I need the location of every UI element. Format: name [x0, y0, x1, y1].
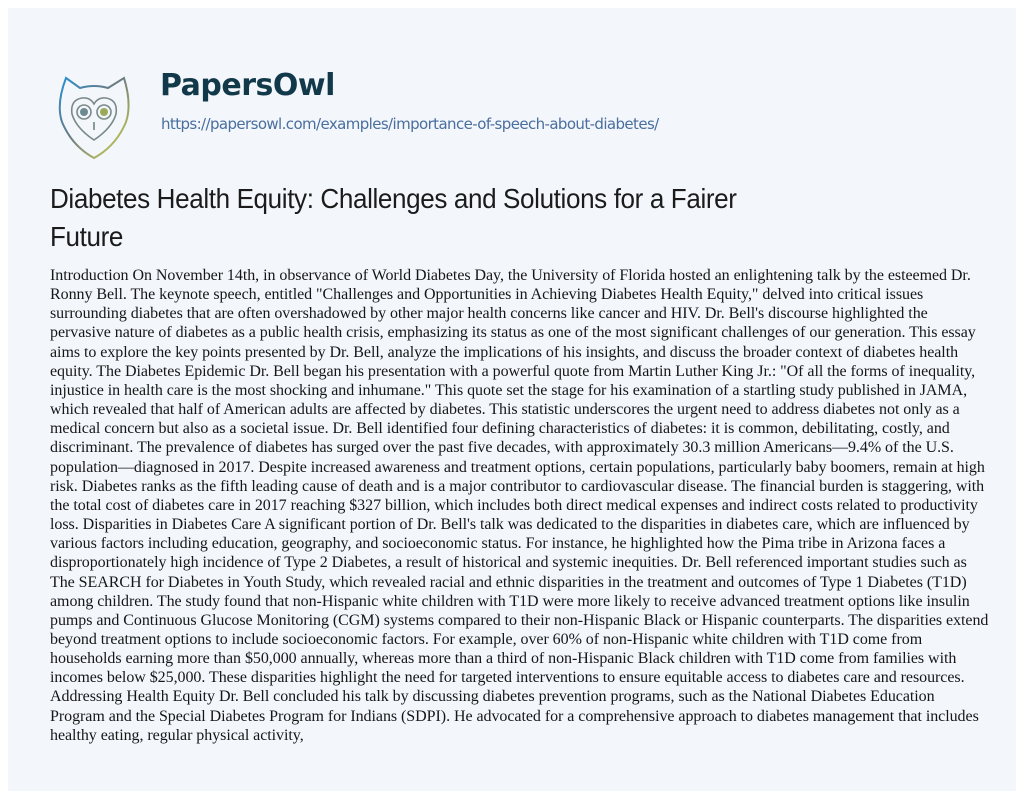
- owl-logo-icon[interactable]: [52, 70, 136, 162]
- document-panel: [8, 8, 1016, 791]
- brand-name[interactable]: PapersOwl: [160, 68, 335, 103]
- source-url-link[interactable]: https://papersowl.com/examples/importance-of-speech-about-diabetes/: [161, 115, 659, 133]
- page-title: Diabetes Health Equity: Challenges and Solutions for a Fairer Future: [50, 183, 737, 252]
- article-body: Introduction On November 14th, in observance of World Diabetes Day, the University of Florida hosted an enlightening talk by the esteemed Dr. Ronny Bell. The keynote speech, entitled "Challenges and Opportunities in Achieving Diabetes Health Equity," delved into critical issues surrounding diabetes that are often overshadowed by other major health concerns like cancer and HIV. Dr. Bell's discourse highlighted the pervasive nature of diabetes as a public health crisis, emphasizing its status as one of the most significant challenges of our generation. This essay aims to explore the key points presented by Dr. Bell, analyze the implications of his insights, and discuss the broader context of diabetes health equity. The Diabetes Epidemic Dr. Bell began his presentation with a powerful quote from Martin Luther King Jr.: "Of all the forms of inequality, injustice in health care is the most shocking and inhumane." This quote set the stage for his examination of a startling study published in JAMA, which revealed that half of American adults are affected by diabetes. This statistic underscores the urgent need to address diabetes not only as a medical concern but also as a societal issue. Dr. Bell identified four defining characteristics of diabetes: it is common, debilitating, costly, and discriminant. The prevalence of diabetes has surged over the past five decades, with approximately 30.3 million Americans—9.4% of the U.S. population—diagnosed in 2017. Despite increased awareness and treatment options, certain populations, particularly baby boomers, remain at high risk. Diabetes ranks as the fifth leading cause of death and is a major contributor to cardiovascular disease. The financial burden is staggering, with the total cost of diabetes care in 2017 reaching $327 billion, which includes both direct medical expenses and indirect costs related to productivity loss. Disparities in Diabetes Care A significant portion of Dr. Bell's talk was dedicated to the disparities in diabetes care, which are influenced by various factors including education, geography, and socioeconomic status. For instance, he highlighted how the Pima tribe in Arizona faces a disproportionately high incidence of Type 2 Diabetes, a result of historical and systemic inequities. Dr. Bell referenced important studies such as The SEARCH for Diabetes in Youth Study, which revealed racial and ethnic disparities in the treatment and outcomes of Type 1 Diabetes (T1D) among children. The study found that non-Hispanic white children with T1D were more likely to receive advanced treatment options like insulin pumps and Continuous Glucose Monitoring (CGM) systems compared to their non-Hispanic Black or Hispanic counterparts. The disparities extend beyond treatment options to include socioeconomic factors. For example, over 60% of non-Hispanic white children with T1D come from households earning more than $50,000 annually, whereas more than a third of non-Hispanic Black children with T1D come from families with incomes below $25,000. These disparities highlight the need for targeted interventions to ensure equitable access to diabetes care and resources. Addressing Health Equity Dr. Bell concluded his talk by discussing diabetes prevention programs, such as the National Diabetes Education Program and the Special Diabetes Program for Indians (SDPI). He advocated for a comprehensive approach to diabetes management that includes healthy eating, regular physical activity,: [50, 267, 989, 744]
